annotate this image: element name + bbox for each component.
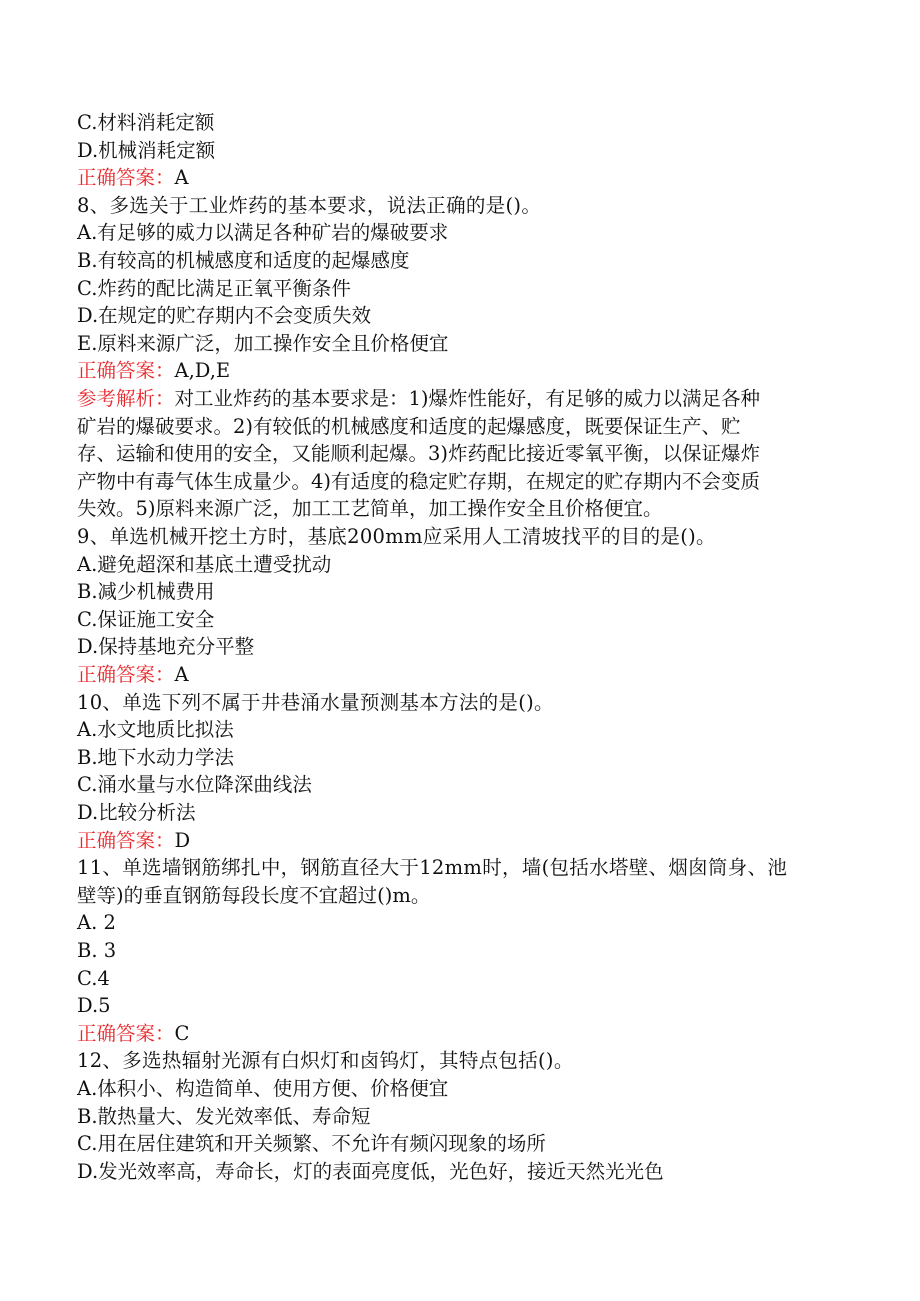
option-line: D.保持基地充分平整 — [77, 635, 255, 659]
answer-line — [77, 827, 860, 855]
option-line: C.4 — [77, 966, 110, 990]
option-line: C.炸药的配比满足正氧平衡条件 — [77, 276, 351, 300]
answer-label: 正确答案： — [77, 828, 175, 852]
answer-label: 正确答案： — [77, 166, 175, 190]
explanation-label: 参考解析： — [77, 387, 175, 410]
answer-line — [77, 661, 860, 689]
option-line: B.有较高的机械感度和适度的起爆感度 — [77, 249, 410, 272]
continuation-line: 壁等)的垂直钢筋每段长度不宜超过()m。 — [77, 883, 431, 907]
question-line: 9、单选机械开挖土方时，基底200mm应采用人工清坡找平的目的是()。 — [77, 525, 716, 548]
option-line: C.涌水量与水位降深曲线法 — [77, 773, 312, 797]
option-line: D.发光效率高，寿命长，灯的表面亮度低，光色好，接近天然光光色 — [77, 1159, 664, 1183]
answer-label: 正确答案： — [77, 359, 175, 383]
question-line: 8、多选关于工业炸药的基本要求，说法正确的是()。 — [77, 193, 542, 217]
answer-label: 正确答案： — [77, 1021, 175, 1045]
explanation-line — [77, 385, 860, 413]
answer-value: A — [174, 663, 189, 686]
option-line: C.材料消耗定额 — [77, 111, 215, 134]
option-line: C.用在居住建筑和开关频繁、不允许有频闪现象的场所 — [77, 1132, 546, 1156]
option-line: D.5 — [77, 994, 111, 1018]
option-line: D.在规定的贮存期内不会变质失效 — [77, 304, 372, 328]
answer-value: D — [174, 828, 191, 852]
option-line: A.体积小、构造简单、使用方便、价格便宜 — [77, 1077, 449, 1100]
option-line: D.机械消耗定额 — [77, 138, 216, 162]
answer-value: A,D,E — [174, 359, 231, 383]
answer-line — [77, 164, 860, 192]
option-line: A.避免超深和基底土遭受扰动 — [77, 552, 332, 576]
question-line: 11、单选墙钢筋绑扎中，钢筋直径大于12mm时，墙(包括水塔壁、烟囱筒身、池 — [77, 856, 788, 880]
question-line: 10、单选下列不属于井巷涌水量预测基本方法的是()。 — [77, 690, 554, 714]
option-line: B.地下水动力学法 — [77, 745, 235, 769]
answer-line — [77, 1020, 860, 1048]
option-line: A.有足够的威力以满足各种矿岩的爆破要求 — [77, 221, 449, 245]
continuation-line: 失效。5)原料来源广泛，加工工艺简单，加工操作安全且价格便宜。 — [77, 497, 663, 521]
explanation-text: 对工业炸药的基本要求是：1)爆炸性能好，有足够的威力以满足各种 — [174, 387, 761, 410]
option-line: E.原料来源广泛，加工操作安全且价格便宜 — [77, 331, 449, 355]
continuation-line: 存、运输和使用的安全，又能顺利起爆。3)炸药配比接近零氧平衡，以保证爆炸 — [77, 442, 761, 466]
option-line: D.比较分析法 — [77, 801, 196, 824]
option-line: B.散热量大、发光效率低、寿命短 — [77, 1104, 371, 1128]
answer-label: 正确答案： — [77, 663, 175, 686]
continuation-line: 矿岩的爆破要求。2)有较低的机械感度和适度的起爆感度，既要保证生产、贮 — [77, 414, 741, 438]
option-line: B. 3 — [77, 939, 117, 962]
option-line: A. 2 — [77, 911, 116, 935]
option-line: A.水文地质比拟法 — [77, 718, 234, 742]
continuation-line: 产物中有毒气体生成量少。4)有适度的稳定贮存期，在规定的贮存期内不会变质 — [77, 469, 761, 493]
question-line: 12、多选热辐射光源有白炽灯和卤钨灯，其特点包括()。 — [77, 1049, 574, 1073]
answer-line — [77, 357, 860, 385]
answer-value: C — [174, 1021, 190, 1045]
answer-value: A — [174, 166, 189, 190]
option-line: C.保证施工安全 — [77, 607, 215, 631]
option-line: B.减少机械费用 — [77, 580, 215, 604]
